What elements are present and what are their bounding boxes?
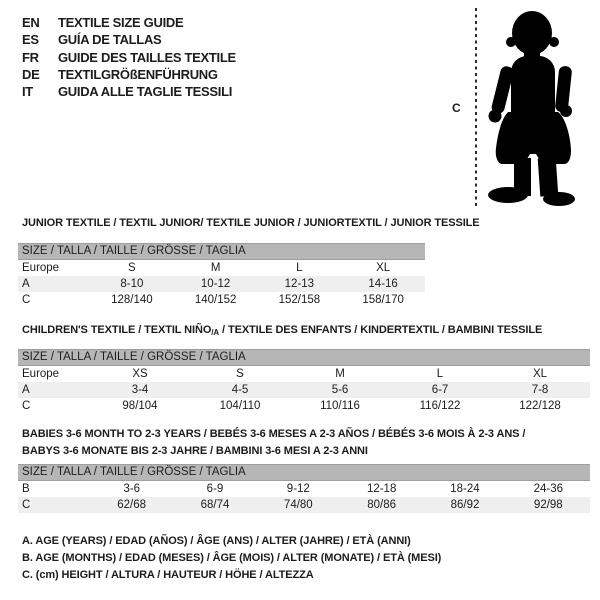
lang-code: EN xyxy=(22,15,40,30)
junior-section xyxy=(18,217,480,308)
table-row-europe xyxy=(18,260,425,277)
table-cell: 6-7 xyxy=(390,382,490,398)
table-cell: S xyxy=(236,368,244,380)
children-section-title xyxy=(18,324,590,339)
guide-title-de: TEXTILGRÖßENFÜHRUNG xyxy=(58,66,218,82)
table-cell: L xyxy=(436,368,444,380)
lang-code: IT xyxy=(22,84,33,100)
size-header-row xyxy=(18,244,425,260)
table-cell: 62/68 xyxy=(90,497,173,513)
title-part: CHILDREN'S TEXTILE / TEXTIL NIÑO xyxy=(22,324,212,336)
guide-title-fr: GUIDE DES TAILLES TEXTILE xyxy=(58,49,236,65)
footnote-c: C. (cm) HEIGHT / ALTURA / HAUTEUR / HÖHE / ALTEZZA xyxy=(22,568,314,581)
title-subscript: /A xyxy=(211,328,220,337)
size-header-label: SIZE / TALLA / TAILLE / GRÖSSE / TAGLIA xyxy=(18,244,425,260)
size-header-row xyxy=(18,350,590,366)
table-cell: 14-16 xyxy=(341,276,425,292)
table-cell: 92/98 xyxy=(507,497,590,513)
table-row-height xyxy=(18,292,425,308)
table-cell: 8-10 xyxy=(90,276,174,292)
table-cell: 24-36 xyxy=(533,483,564,495)
table-cell: 9-12 xyxy=(286,483,310,495)
toddler-silhouette-icon xyxy=(478,8,588,208)
table-cell: XL xyxy=(532,368,548,380)
row-label: A xyxy=(18,276,90,292)
row-label: A xyxy=(18,382,90,398)
lang-row-it xyxy=(22,83,236,100)
table-cell: 18-24 xyxy=(450,483,480,495)
table-row-age xyxy=(18,382,590,398)
language-title-block xyxy=(22,14,236,100)
lang-row-es xyxy=(22,31,236,48)
footnotes-block xyxy=(22,533,441,583)
row-label: Europe xyxy=(22,368,60,380)
table-cell: 86/92 xyxy=(423,497,506,513)
junior-section-title: JUNIOR TEXTILE / TEXTIL JUNIOR/ TEXTILE JUNIOR / JUNIORTEXTIL / JUNIOR TESSILE xyxy=(22,217,480,229)
table-cell: 3-6 xyxy=(123,483,140,495)
table-cell: 7-8 xyxy=(490,382,590,398)
babies-section-title xyxy=(18,426,590,460)
footnote-a: A. AGE (YEARS) / EDAD (AÑOS) / ÂGE (ANS) / ALTER (JAHRE) / ETÀ (ANNI) xyxy=(22,535,411,547)
lang-code: ES xyxy=(22,32,39,48)
table-row-age xyxy=(18,276,425,292)
table-cell: 152/158 xyxy=(278,294,321,306)
table-cell: 12-18 xyxy=(366,483,397,495)
table-row-europe xyxy=(18,366,590,383)
table-row-height xyxy=(18,497,590,513)
table-cell: 98/104 xyxy=(122,400,158,412)
lang-row-de xyxy=(22,66,236,83)
table-cell: S xyxy=(128,262,136,274)
lang-row-fr xyxy=(22,49,236,66)
table-cell: 116/122 xyxy=(419,400,461,412)
table-cell: 12-13 xyxy=(258,276,342,292)
row-label: Europe xyxy=(22,262,60,274)
table-cell: 68/74 xyxy=(173,497,256,513)
guide-title-es: GUÍA DE TALLAS xyxy=(58,32,162,48)
table-cell: XL xyxy=(376,262,391,274)
size-header-row xyxy=(18,465,590,481)
children-size-table xyxy=(18,349,590,414)
row-label: B xyxy=(22,483,30,495)
table-cell: 74/80 xyxy=(257,497,340,513)
lang-code: FR xyxy=(22,49,39,65)
table-cell: M xyxy=(335,368,345,380)
table-cell: 128/140 xyxy=(111,294,153,306)
junior-size-table xyxy=(18,243,425,308)
table-cell: M xyxy=(210,262,221,274)
title-part: / TEXTILE DES ENFANTS / KINDERTEXTIL / BAMBINI TESSILE xyxy=(219,324,543,336)
table-cell: 80/86 xyxy=(340,497,423,513)
table-cell: 5-6 xyxy=(290,382,390,398)
table-cell: 140/152 xyxy=(194,294,237,306)
table-cell: 122/128 xyxy=(519,400,561,412)
row-label: C xyxy=(22,400,31,412)
table-cell: 158/170 xyxy=(362,294,404,306)
lang-code: DE xyxy=(22,66,40,82)
table-cell: 3-4 xyxy=(90,382,190,398)
table-cell: 6-9 xyxy=(206,483,224,495)
babies-size-table xyxy=(18,464,590,513)
size-header-label: SIZE / TALLA / TAILLE / GRÖSSE / TAGLIA xyxy=(18,465,590,481)
guide-title-en: TEXTILE SIZE GUIDE xyxy=(58,15,184,30)
row-label: C xyxy=(18,497,90,513)
children-section xyxy=(18,324,590,414)
babies-title-line1: BABIES 3-6 MONTH TO 2-3 YEARS / BEBÉS 3-6 MESES A 2-3 AÑOS / BÉBÉS 3-6 MOIS À 2-3 ANS / xyxy=(22,428,526,440)
size-header-label: SIZE / TALLA / TAILLE / GRÖSSE / TAGLIA xyxy=(18,350,590,366)
babies-title-line2: BABYS 3-6 MONATE BIS 2-3 JAHRE / BAMBINI 3-6 MESI A 2-3 ANNI xyxy=(22,445,368,457)
measure-c-label: C xyxy=(452,101,461,115)
table-cell: 110/116 xyxy=(320,400,360,412)
table-row-age-months xyxy=(18,481,590,498)
babies-section xyxy=(18,426,590,513)
table-row-height xyxy=(18,398,590,414)
table-cell: XS xyxy=(132,368,148,380)
table-cell: 104/110 xyxy=(219,400,261,412)
table-cell: L xyxy=(296,262,303,274)
footnote-b: B. AGE (MONTHS) / EDAD (MESES) / ÂGE (MOIS) / ALTER (MONATE) / ETÀ (MESI) xyxy=(22,551,442,564)
lang-row-en xyxy=(22,14,236,31)
table-cell: 4-5 xyxy=(190,382,290,398)
row-label: C xyxy=(22,294,31,306)
guide-title-it: GUIDA ALLE TAGLIE TESSILI xyxy=(58,84,233,100)
table-cell: 10-12 xyxy=(174,276,258,292)
